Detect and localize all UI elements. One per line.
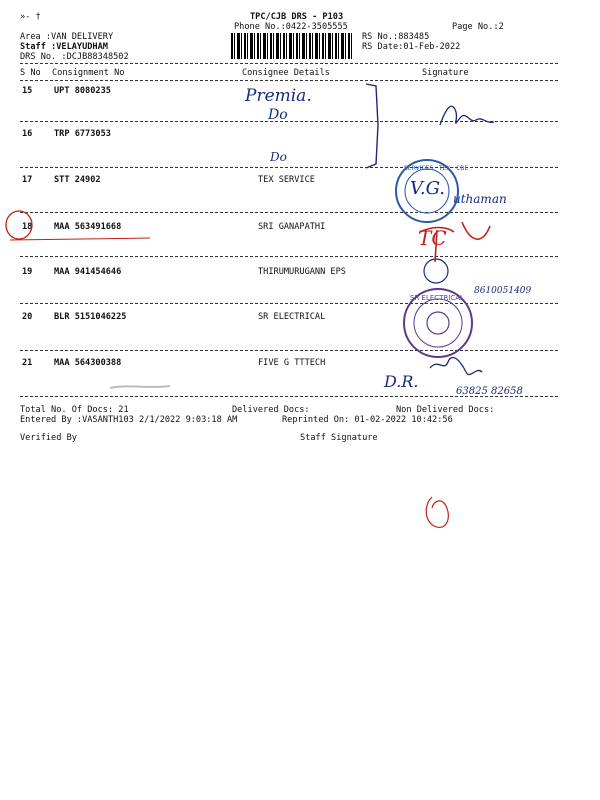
signature-scribble: [440, 106, 494, 125]
row-consignee: FIVE G TTTECH: [258, 358, 326, 368]
row-sno: 16: [22, 129, 33, 139]
stamp-text: SR ELECTRICAL: [410, 294, 464, 302]
row-consignment: MAA 563491668: [54, 222, 122, 232]
page-number: Page No.:2: [452, 22, 504, 32]
row-sno: 18: [22, 222, 33, 232]
document-title: TPC/CJB DRS - P103: [250, 12, 344, 22]
row-consignment: STT 24902: [54, 175, 101, 185]
row-consignee: SR ELECTRICAL: [258, 312, 326, 322]
area-field: Area :VAN DELIVERY: [20, 32, 114, 42]
row-consignment: UPT 8080235: [54, 86, 111, 96]
bracket-mark: [366, 84, 378, 168]
phone-number: Phone No.:0422-3505555: [234, 22, 348, 32]
row-consignee: SRI GANAPATHI: [258, 222, 326, 232]
handwriting-vg: V.G.: [410, 178, 446, 199]
handwriting-phone: 8610051409: [474, 286, 532, 296]
red-circle-mark: [6, 211, 32, 239]
row-sno: 20: [22, 312, 33, 322]
corner-mark: »- †: [20, 12, 41, 22]
row-consignee: THIRUMURUGANN EPS: [258, 267, 346, 277]
smudge-mark: [110, 386, 170, 388]
signature-scribble: [424, 259, 448, 283]
delivered-docs: Delivered Docs:: [232, 405, 310, 415]
row-consignment: TRP 6773053: [54, 129, 111, 139]
column-header-signature: Signature: [422, 68, 469, 78]
red-underline: [10, 238, 150, 240]
handwriting-phone: 63825 82658: [456, 386, 523, 397]
entered-by: Entered By :VASANTH103 2/1/2022 9:03:18 AM: [20, 415, 238, 425]
row-sno: 21: [22, 358, 33, 368]
signature-scribble: [430, 357, 482, 374]
column-header-consignment: Consignment No: [52, 68, 125, 78]
staff-field: Staff :VELAYUDHAM: [20, 42, 108, 52]
handwriting-dr: D.R.: [384, 372, 419, 391]
rs-date: RS Date:01-Feb-2022: [362, 42, 461, 52]
row-consignee: TEX SERVICE: [258, 175, 315, 185]
red-mark: [426, 497, 448, 527]
reprinted-on: Reprinted On: 01-02-2022 10:42:56: [282, 415, 453, 425]
column-header-sno: S No: [20, 68, 41, 78]
row-sno: 17: [22, 175, 33, 185]
handwriting-premia: Premia.: [245, 86, 312, 106]
row-sno: 19: [22, 267, 33, 277]
rs-number: RS No.:883485: [362, 32, 430, 42]
non-delivered-docs: Non Delivered Docs:: [396, 405, 495, 415]
stamp-text: SERVICES · TEX · CBE ·: [404, 165, 473, 172]
handwriting-do: Do: [270, 150, 287, 164]
row-consignment: MAA 564300388: [54, 358, 122, 368]
verified-by: Verified By: [20, 433, 77, 443]
handwriting-tc: TC: [418, 226, 447, 250]
total-docs: Total No. Of Docs: 21: [20, 405, 129, 415]
row-consignment: BLR 5151046225: [54, 312, 127, 322]
staff-signature-label: Staff Signature: [300, 433, 378, 443]
drs-number: DRS No. :DCJB88348502: [20, 52, 129, 62]
handwriting-do: Do: [268, 107, 288, 123]
handwriting-uthaman: uthaman: [453, 192, 507, 206]
row-sno: 15: [22, 86, 33, 96]
column-header-consignee: Consignee Details: [242, 68, 330, 78]
row-consignment: MAA 941454646: [54, 267, 122, 277]
